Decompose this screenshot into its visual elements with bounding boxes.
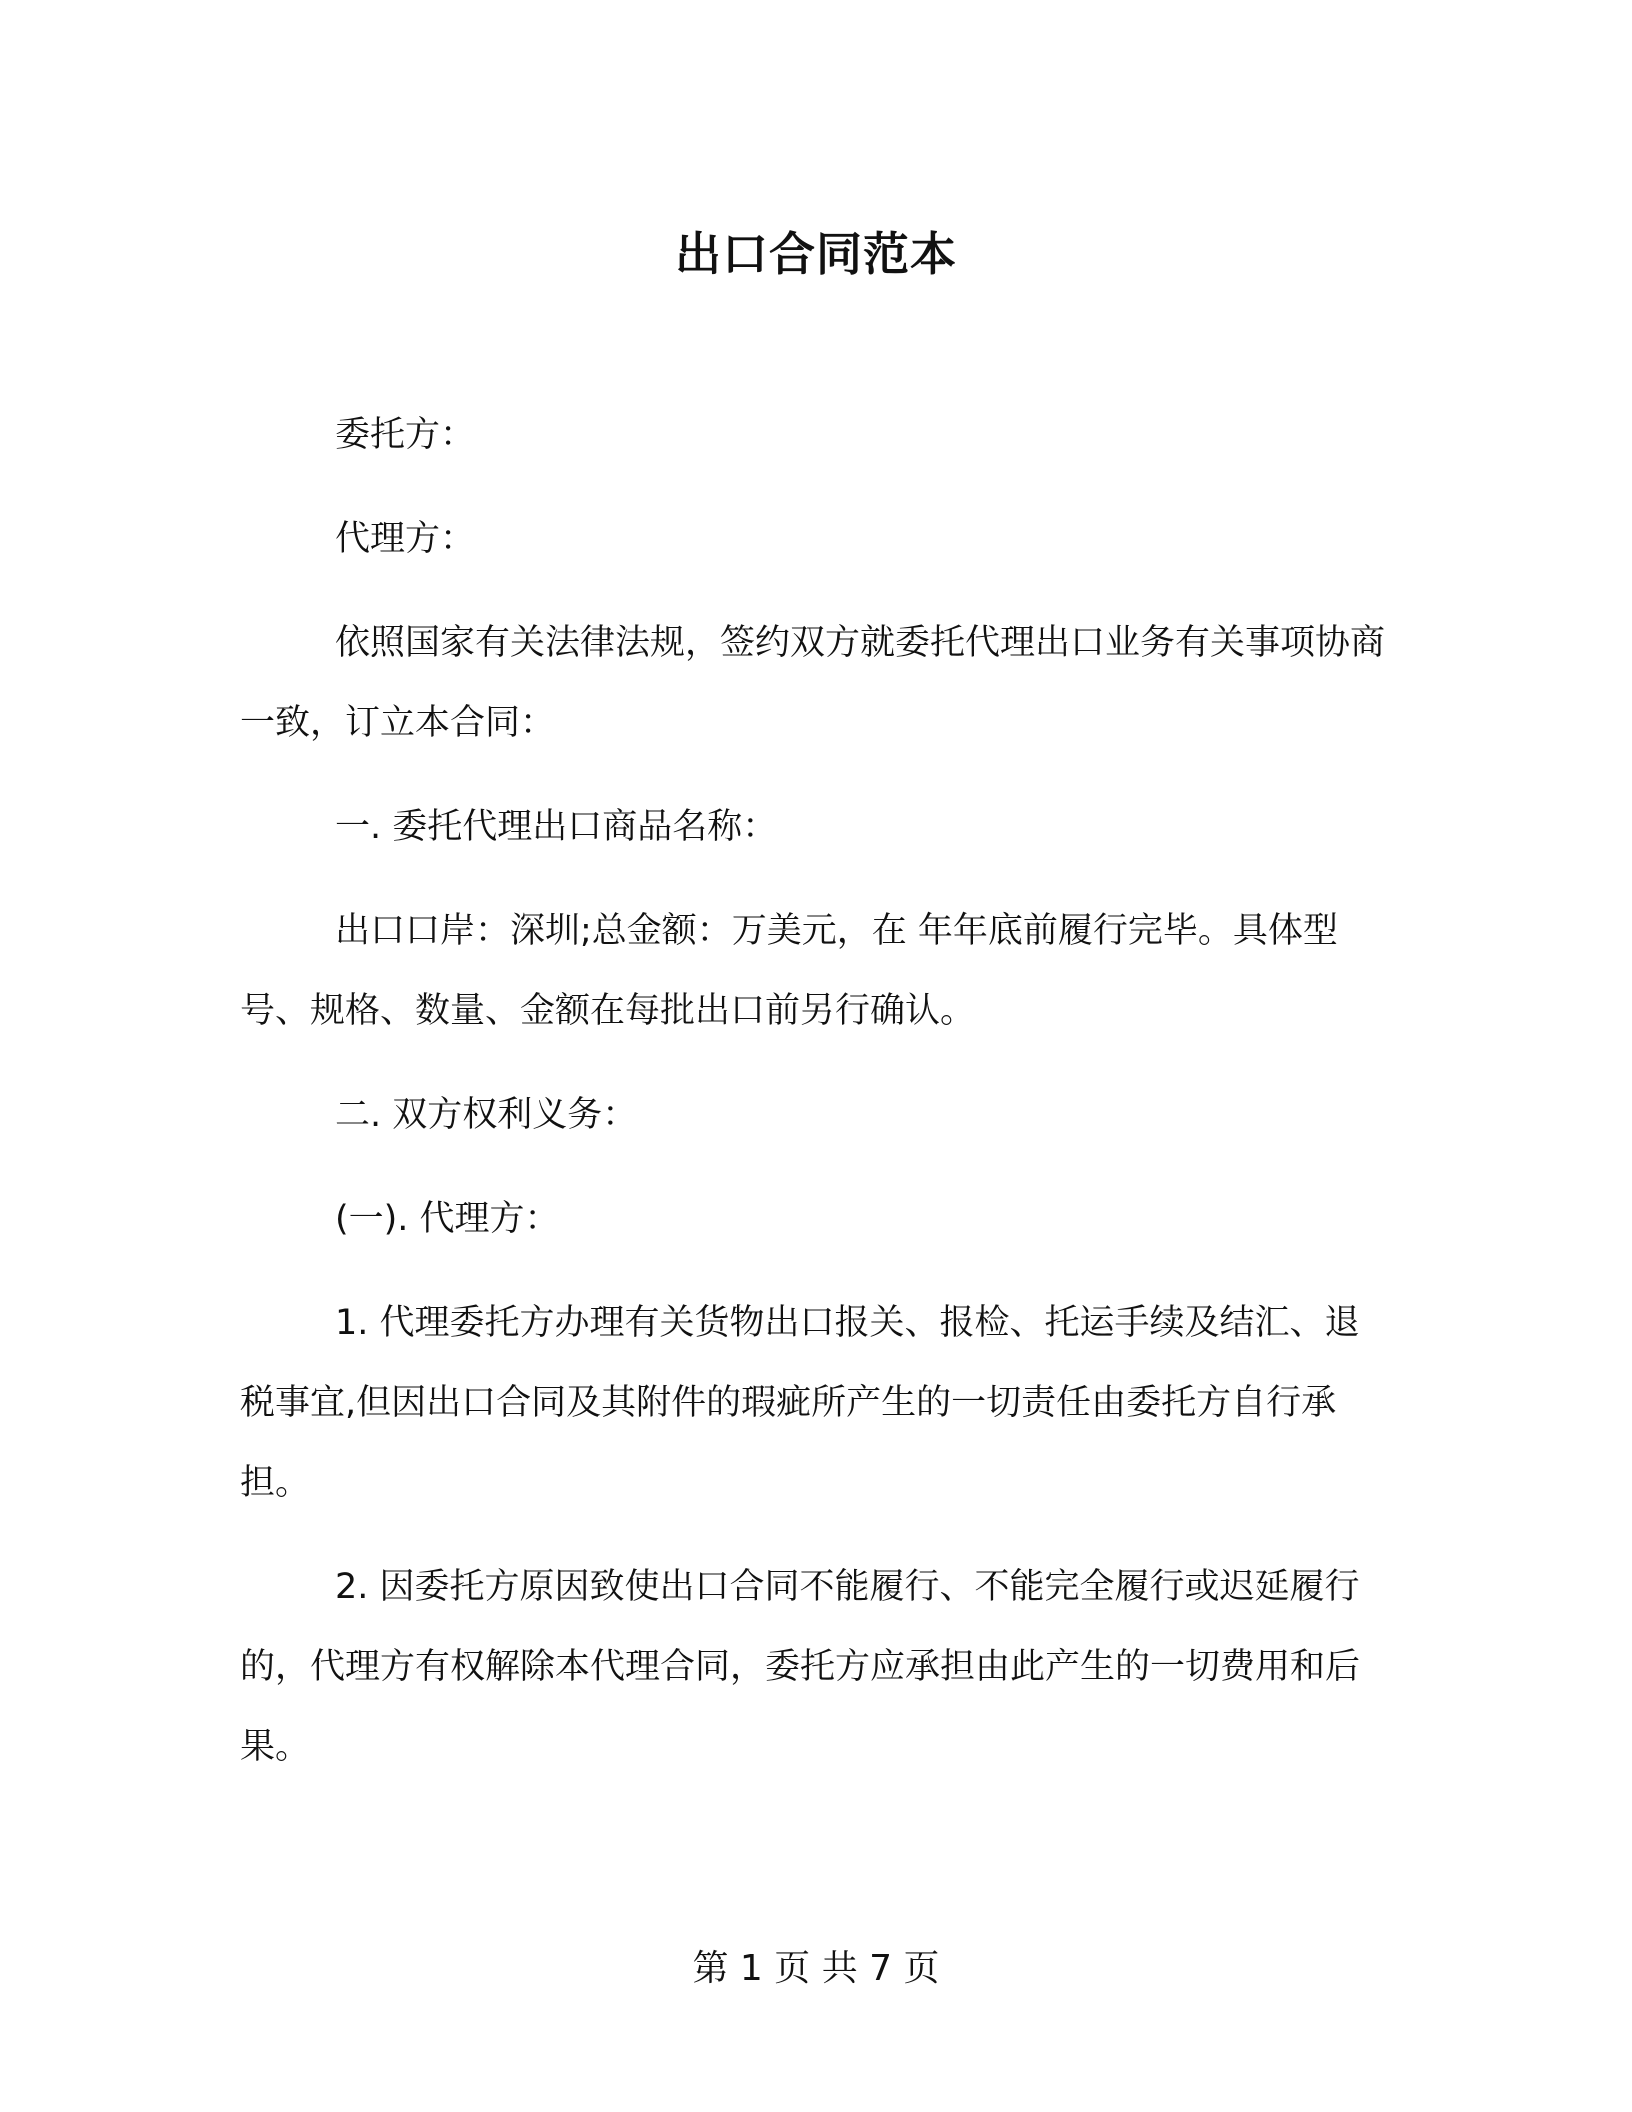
paragraph-port-and-amount: 出口口岸：深圳;总金额：万美元，在 年年底前履行完毕。具体型号、规格、数量、金额在每批出口前另行确认。 [240, 911, 1338, 1031]
paragraph-section-2-heading: 二. 双方权利义务： [335, 1095, 638, 1135]
document-title: 出口合同范本 [675, 227, 957, 281]
document-body [240, 395, 1390, 1811]
paragraph-clause-2: 2. 因委托方原因致使出口合同不能履行、不能完全履行或迟延履行的，代理方有权解除本代理合同，委托方应承担由此产生的一切费用和后果。 [240, 1567, 1361, 1767]
paragraph-agent-subheading: (一). 代理方： [335, 1199, 560, 1239]
paragraph-section-1-heading: 一. 委托代理出口商品名称： [335, 807, 778, 847]
paragraph-preamble: 依照国家有关法律法规，签约双方就委托代理出口业务有关事项协商一致，订立本合同： [240, 623, 1386, 743]
paragraph-clause-1: 1. 代理委托方办理有关货物出口报关、报检、托运手续及结汇、退税事宜,但因出口合同及其附件的瑕疵所产生的一切责任由委托方自行承担。 [240, 1303, 1360, 1503]
page-number-footer: 第 1 页 共 7 页 [692, 1948, 940, 1989]
paragraph-agent: 代理方： [335, 519, 476, 559]
paragraph-principal: 委托方： [335, 415, 476, 455]
